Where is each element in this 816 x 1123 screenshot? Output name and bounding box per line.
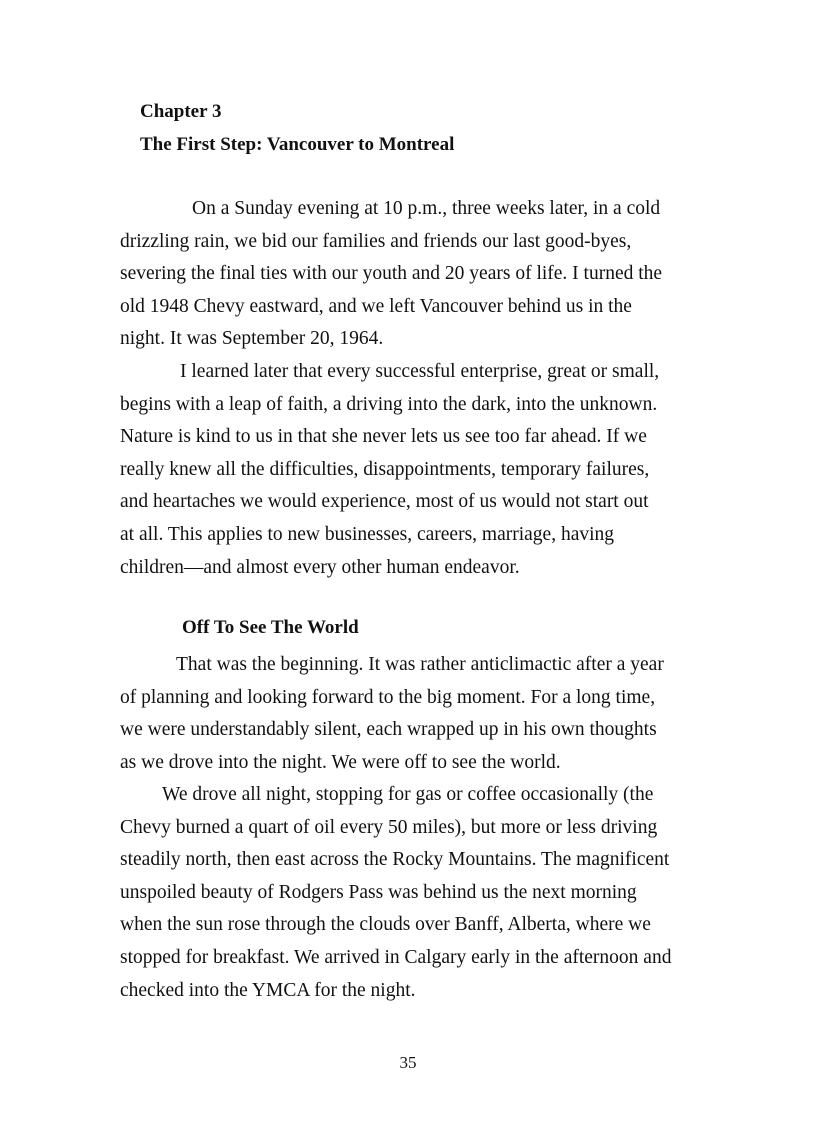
paragraph-drive-night	[120, 779, 720, 1007]
text-line: Chevy burned a quart of oil every 50 miles), but more or less driving	[120, 816, 658, 838]
text-line: severing the final ties with our youth and 20 years of life. I turned the	[120, 263, 663, 285]
text-line: stopped for breakfast. We arrived in Calgary early in the afternoon and	[120, 946, 672, 968]
text-line: old 1948 Chevy eastward, and we left Vancouver behind us in the	[120, 295, 632, 317]
paragraph-departure	[120, 193, 720, 356]
text-line: Nature is kind to us in that she never lets us see too far ahead. If we	[120, 426, 647, 448]
text-line: checked into the YMCA for the night.	[120, 979, 416, 1001]
paragraph-beginning	[120, 649, 720, 779]
text-line: we were understandably silent, each wrapped up in his own thoughts	[120, 719, 657, 741]
text-line: On a Sunday evening at 10 p.m., three weeks later, in a cold	[192, 198, 661, 219]
paragraph-leap-of-faith	[120, 356, 720, 584]
text-line: begins with a leap of faith, a driving into the dark, into the unknown.	[120, 393, 658, 415]
text-line: of planning and looking forward to the big moment. For a long time,	[120, 686, 656, 708]
text-line: steadily north, then east across the Rocky Mountains. The magnificent	[120, 849, 670, 871]
text-line: as we drove into the night. We were off to see the world.	[120, 751, 561, 773]
text-line: That was the beginning. It was rather anticlimactic after a year	[176, 654, 664, 675]
text-line: We drove all night, stopping for gas or coffee occasionally (the	[162, 784, 654, 805]
text-line: really knew all the difficulties, disappointments, temporary failures,	[120, 458, 650, 480]
text-line: when the sun rose through the clouds over Banff, Alberta, where we	[120, 914, 651, 936]
chapter-title: The First Step: Vancouver to Montreal	[140, 134, 455, 155]
text-line: drizzling rain, we bid our families and friends our last good-byes,	[120, 230, 632, 252]
section-heading: Off To See The World	[182, 617, 359, 638]
text-line: at all. This applies to new businesses, careers, marriage, having	[120, 523, 615, 545]
page-number: 35	[399, 1053, 417, 1072]
text-line: and heartaches we would experience, most of us would not start out	[120, 491, 649, 513]
text-line: children—and almost every other human endeavor.	[120, 556, 520, 578]
text-line: I learned later that every successful enterprise, great or small,	[180, 361, 660, 382]
text-line: night. It was September 20, 1964.	[120, 328, 384, 350]
chapter-number: Chapter 3	[140, 101, 222, 122]
text-line: unspoiled beauty of Rodgers Pass was behind us the next morning	[120, 881, 637, 903]
